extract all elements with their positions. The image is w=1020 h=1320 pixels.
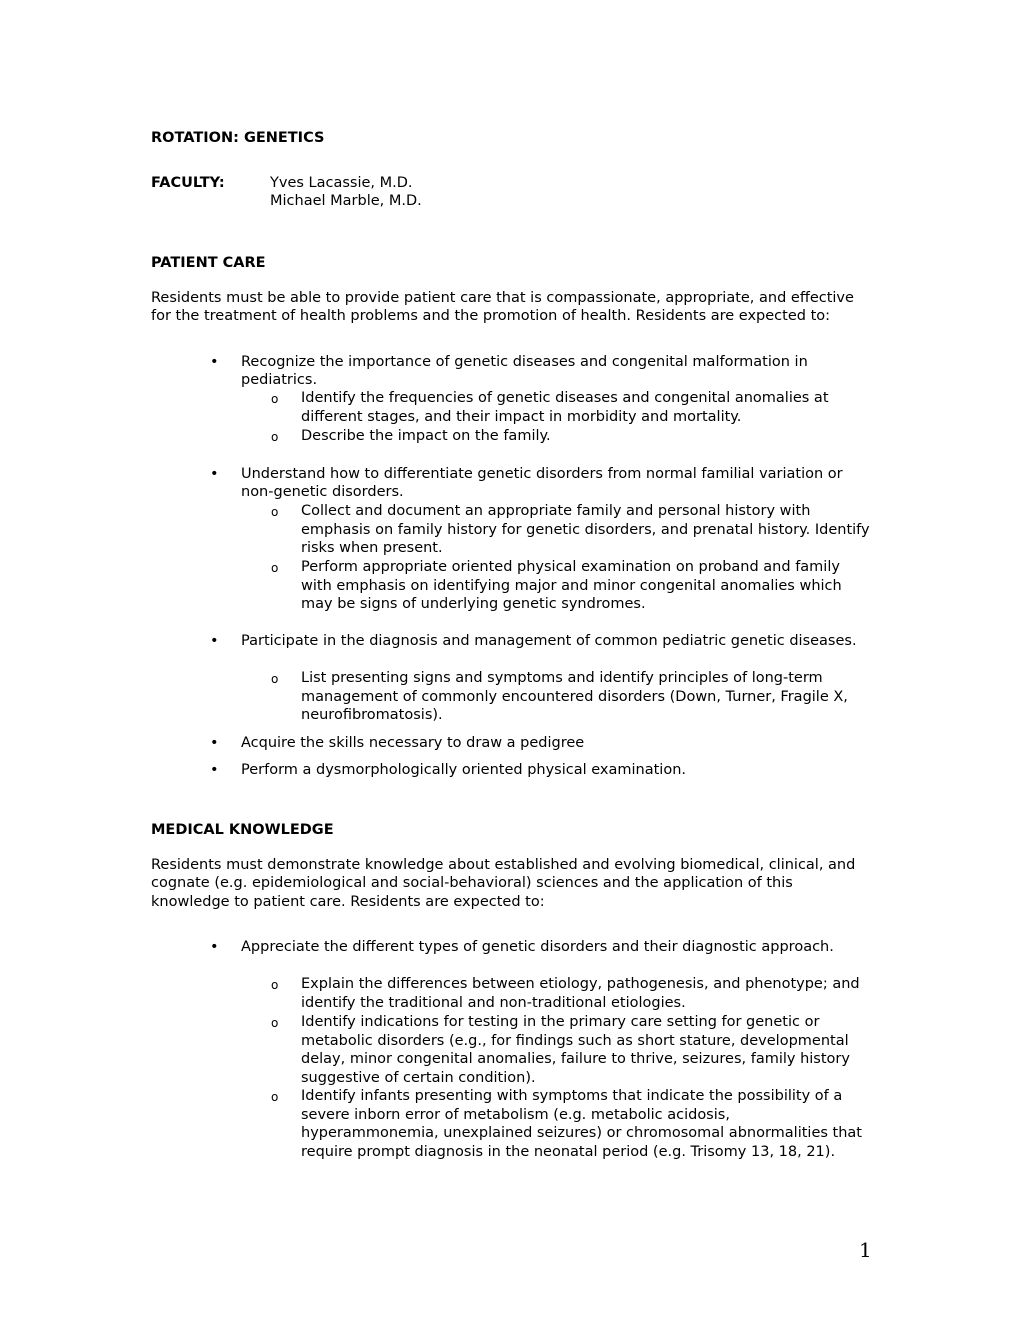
pc-bullet-5-text: Perform a dysmorphologically oriented physical examination.: [241, 762, 687, 778]
rotation-title: ROTATION: GENETICS: [151, 130, 325, 146]
bullet-marker: •: [210, 633, 219, 649]
pc-sub-2-2: [271, 558, 871, 614]
mk-bullet-1: [210, 938, 871, 956]
mk-bullet-1-text: Appreciate the different types of genetic disorders and their diagnostic approach.: [241, 939, 834, 955]
pc-sub-1-1-text: Identify the frequencies of genetic diseases and congenital anomalies at different stages, and their impact in morbidity and mortality.: [301, 390, 829, 425]
pc-bullet-4-text: Acquire the skills necessary to draw a pedigree: [241, 735, 585, 751]
pc-bullet-1: [210, 353, 871, 390]
bullet-marker: •: [210, 354, 219, 370]
faculty-label: FACULTY:: [151, 175, 225, 191]
sub-bullet-marker: o: [271, 978, 279, 992]
bullet-marker: •: [210, 735, 219, 751]
pc-sub-1-2: [271, 427, 871, 446]
pc-bullet-3: [210, 632, 871, 650]
sub-bullet-marker: o: [271, 1016, 279, 1030]
pc-bullet-2-text: Understand how to differentiate genetic disorders from normal familial variation or non-genetic disorders.: [241, 466, 843, 501]
faculty-name-2: Michael Marble, M.D.: [270, 193, 422, 209]
pc-sub-2-1: [271, 502, 871, 558]
mk-sub-1-1-text: Explain the differences between etiology, pathogenesis, and phenotype; and identify the traditional and non-traditional etiologies.: [301, 976, 860, 1011]
page-number: 1: [859, 1238, 872, 1262]
sub-bullet-marker: o: [271, 1090, 279, 1104]
pc-sub-2-2-text: Perform appropriate oriented physical examination on proband and family with emphasis on identifying major and minor congenital anomalies which may be signs of underlying genetic syndromes.: [301, 559, 842, 612]
pc-sub-1-1: [271, 389, 871, 426]
pc-bullet-4: [210, 734, 871, 752]
pc-sub-3-1: [271, 669, 871, 725]
bullet-marker: •: [210, 939, 219, 955]
sub-bullet-marker: o: [271, 430, 279, 444]
sub-bullet-marker: o: [271, 505, 279, 519]
mk-sub-1-2: [271, 1013, 871, 1087]
sub-bullet-marker: o: [271, 561, 279, 575]
pc-bullet-1-text: Recognize the importance of genetic diseases and congenital malformation in pediatrics.: [241, 354, 808, 389]
mk-sub-1-1: [271, 975, 871, 1012]
pc-sub-2-1-text: Collect and document an appropriate family and personal history with emphasis on family history for genetic disorders, and prenatal history. Identify risks when present.: [301, 503, 870, 556]
medical-knowledge-intro: Residents must demonstrate knowledge about established and evolving biomedical, clinical, and cognate (e.g. epidemiological and social-behavioral) sciences and the application of this knowledge to patient care. Residents are expected to:: [151, 857, 856, 910]
bullet-marker: •: [210, 762, 219, 778]
mk-sub-1-3-text: Identify infants presenting with symptoms that indicate the possibility of a severe inborn error of metabolism (e.g. metabolic acidosis, hyperammonemia, unexplained seizures) or chromosomal abnormalities that require prompt diagnosis in the neonatal period (e.g. Trisomy 13, 18, 21).: [301, 1088, 862, 1160]
sub-bullet-marker: o: [271, 672, 279, 686]
pc-bullet-5: [210, 761, 871, 779]
pc-bullet-3-text: Participate in the diagnosis and management of common pediatric genetic diseases.: [241, 633, 857, 649]
patient-care-intro: Residents must be able to provide patient care that is compassionate, appropriate, and effective for the treatment of health problems and the promotion of health. Residents are expected to:: [151, 290, 854, 325]
patient-care-heading: PATIENT CARE: [151, 255, 266, 271]
medical-knowledge-heading: MEDICAL KNOWLEDGE: [151, 822, 334, 838]
pc-sub-3-1-text: List presenting signs and symptoms and identify principles of long-term management of commonly encountered disorders (Down, Turner, Fragile X, neurofibromatosis).: [301, 670, 848, 723]
pc-sub-1-2-text: Describe the impact on the family.: [301, 428, 551, 444]
faculty-name-1: Yves Lacassie, M.D.: [270, 175, 413, 191]
mk-sub-1-2-text: Identify indications for testing in the primary care setting for genetic or metabolic disorders (e.g., for findings such as short stature, developmental delay, minor congenital anomalies, failure to thrive, seizures, family history suggestive of certain condition).: [301, 1014, 850, 1086]
pc-bullet-2: [210, 465, 871, 502]
mk-sub-1-3: [271, 1087, 871, 1161]
bullet-marker: •: [210, 466, 219, 482]
sub-bullet-marker: o: [271, 392, 279, 406]
